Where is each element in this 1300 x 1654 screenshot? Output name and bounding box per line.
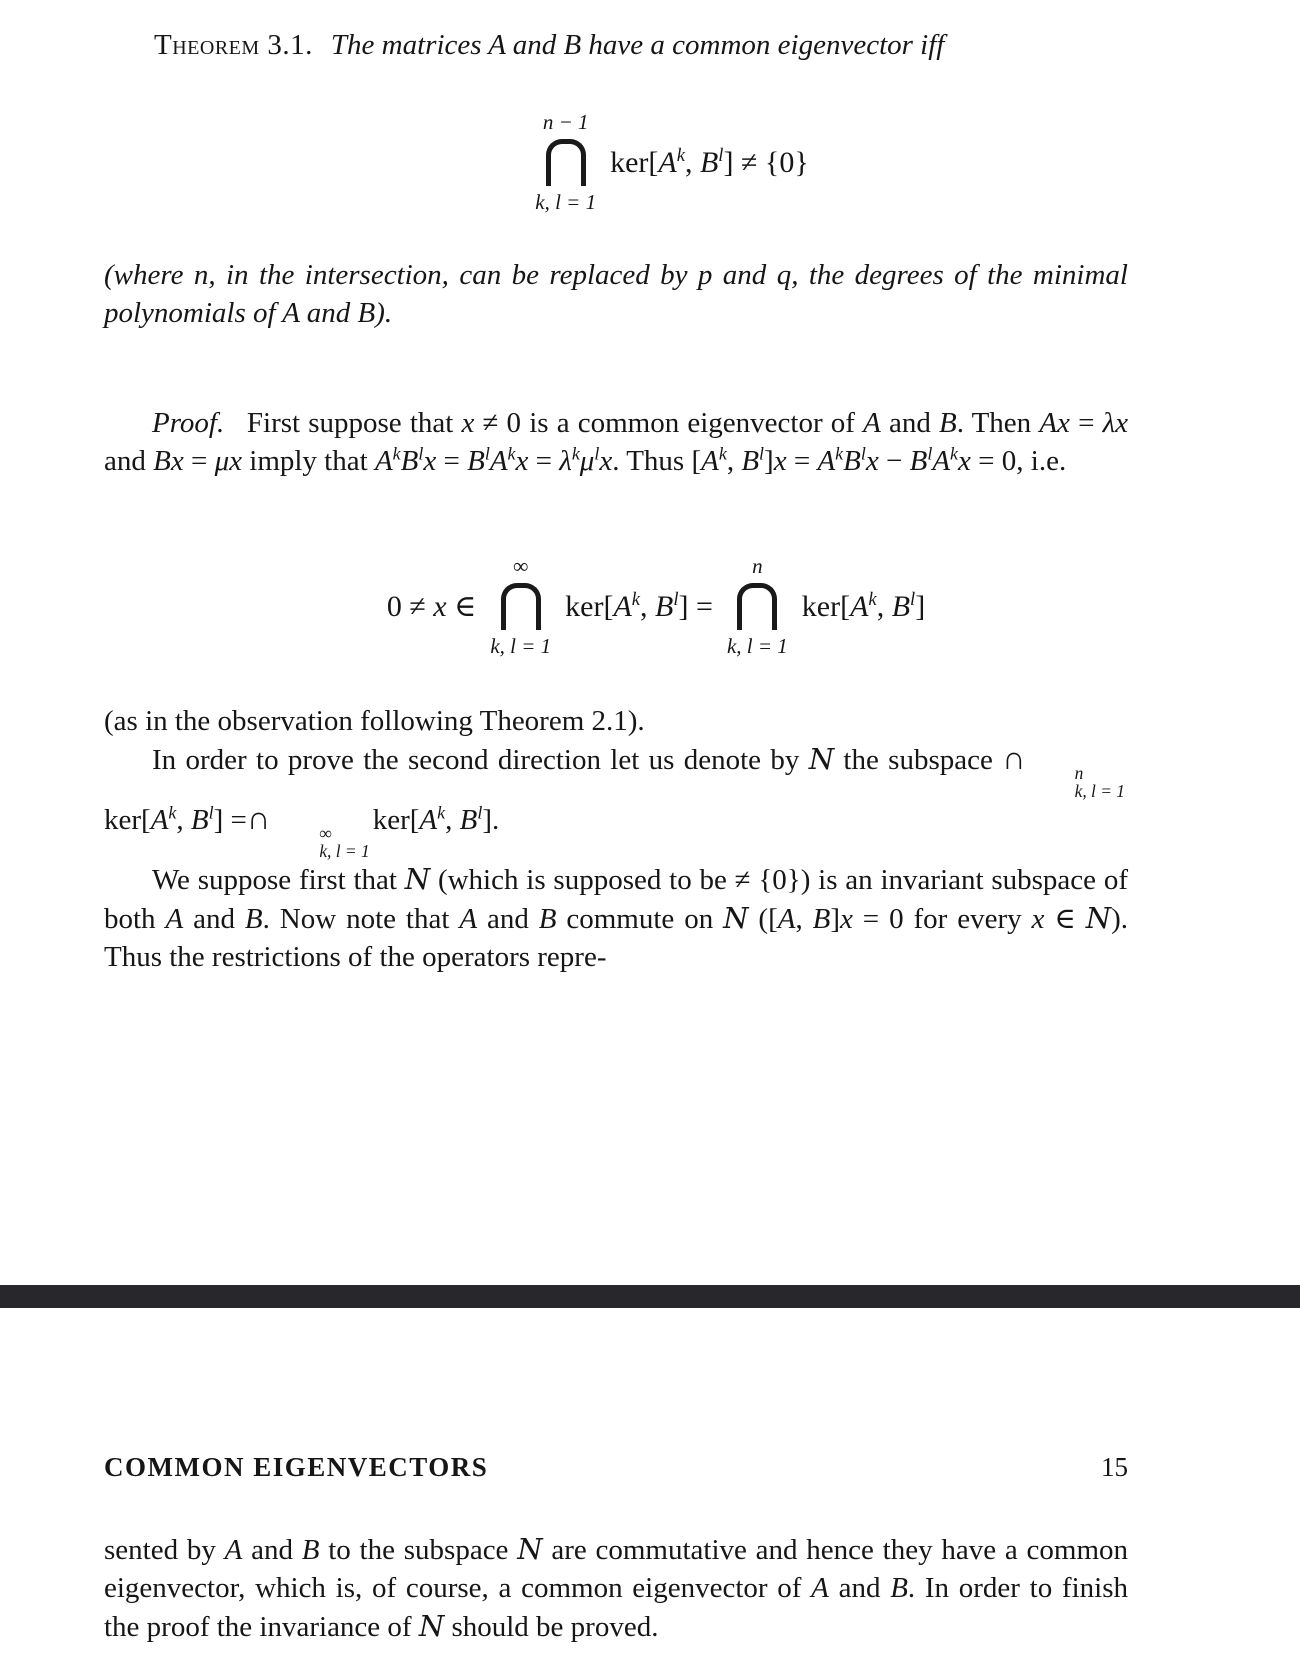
proof-paragraph: Proof. First suppose that x ≠ 0 is a common eigenvector of A and B. Then Ax = λx and Bx = μx imply that $A^kB^lx = B^lA^kx = \lambda^k\mu^lx$. Thus [$A^k$, $B^l]x = A^kB^lx - B^lA^kx = 0$, i.e. [104, 407, 1129, 477]
theorem-label: Theorem 3.1. [154, 29, 313, 61]
big-intersection-3 [727, 556, 788, 657]
big-intersection-1 [535, 112, 596, 213]
equation-1-expression: $ker[A^k$, $B^l] \ne \{0\}$ [610, 145, 809, 179]
intersection-lower-limit: k, l = 1 [535, 190, 597, 214]
display-equation-1 [104, 112, 1184, 213]
intersection-upper-limit: n − 1 [542, 110, 589, 134]
second-direction-paragraph: In order to prove the second direction let us denote by N the subspace ∩ n k, l = 1 $ker[A^k$, $B^l$] =∩ ∞ k, l = 1 $ker[A^k$, $B^l$]. [104, 741, 1125, 861]
display-equation-2 [104, 556, 1168, 657]
intersection-upper-limit: ∞ [513, 554, 529, 578]
running-header [104, 1452, 1128, 1483]
page-separator-bar [0, 1285, 1300, 1308]
intersection-symbol [501, 583, 541, 630]
observation-paragraph: (as in the observation following Theorem 2.1). [104, 705, 645, 737]
theorem-statement: The matrices A and B have a common eigenvector iff [330, 29, 945, 61]
invariant-subspace-paragraph: We suppose first that N (which is supposed to be ≠ {0}) is an invariant subspace of both A and B. Now note that A and B commute on N ([A, B]x = 0 for every x ∈ N). Thus the restrictions of the operators repre- [104, 862, 1128, 974]
equation-2-lead: 0 ≠ x ∈ [386, 590, 477, 623]
intersection-symbol [737, 583, 777, 630]
proof-body-block [104, 702, 1128, 976]
running-header-title: COMMON EIGENVECTORS [104, 1452, 489, 1482]
continuation-paragraph: sented by A and B to the subspace N are commutative and hence they have a common eigenvector, which is, of course, a common eigenvector of A and B. In order to finish the proof the invariance of N should be proved. [104, 1532, 1129, 1643]
intersection-upper-limit: n [752, 554, 763, 578]
intersection-lower-limit: k, l = 1 [490, 634, 552, 658]
note-paragraph: (where n, in the intersection, can be replaced by p and q, the degrees of the minimal polynomials of A and B). [104, 259, 1128, 329]
equation-2-middle: $ker[A^k$, $B^l$] = [565, 589, 713, 623]
equation-2-tail: $ker[A^k$, $B^l$] [801, 589, 926, 623]
page-number: 15 [1101, 1452, 1128, 1482]
intersection-symbol [546, 139, 586, 186]
intersection-lower-limit: k, l = 1 [726, 634, 788, 658]
big-intersection-2 [490, 556, 551, 657]
theorem-heading [104, 26, 1128, 64]
